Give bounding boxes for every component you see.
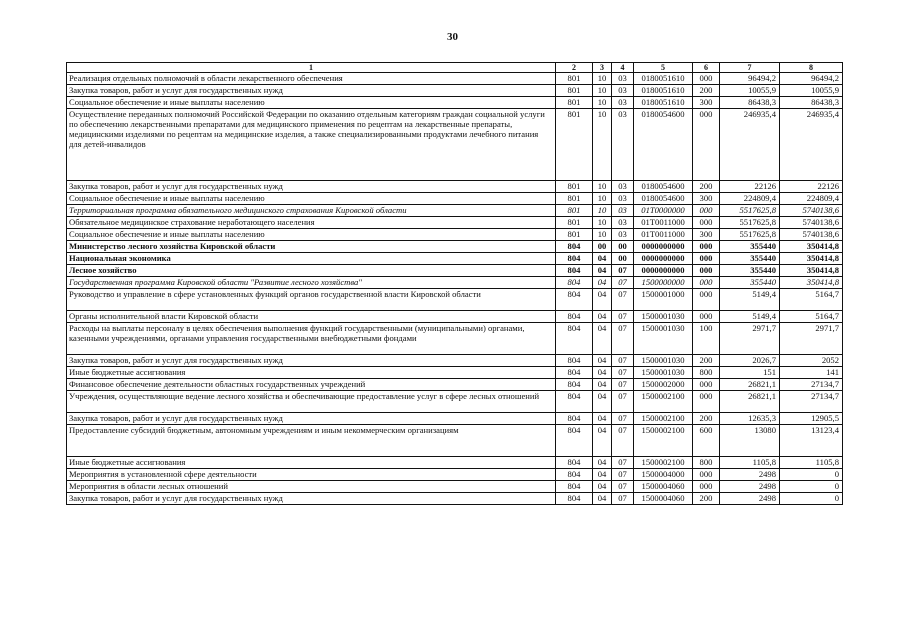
budget-table (66, 62, 843, 505)
code-expense-type: 200 (693, 85, 720, 97)
row-name: Предоставление субсидий бюджетным, автономным учреждениям и иным некоммерческим организациям (67, 425, 556, 457)
code-target: 0180051610 (634, 97, 693, 109)
code-ministry: 804 (556, 493, 593, 505)
amount-year-1: 2971,7 (720, 323, 780, 355)
code-section: 10 (593, 229, 612, 241)
code-expense-type: 000 (693, 265, 720, 277)
code-subsection: 07 (612, 425, 634, 457)
code-ministry: 804 (556, 277, 593, 289)
code-subsection: 07 (612, 493, 634, 505)
amount-year-2: 0 (780, 469, 843, 481)
amount-year-1: 355440 (720, 253, 780, 265)
header-cell: 8 (780, 63, 843, 73)
code-ministry: 804 (556, 469, 593, 481)
amount-year-1: 151 (720, 367, 780, 379)
amount-year-2: 224809,4 (780, 193, 843, 205)
code-target: 0000000000 (634, 241, 693, 253)
code-subsection: 07 (612, 469, 634, 481)
amount-year-2: 96494,2 (780, 73, 843, 85)
table-row (67, 181, 843, 193)
code-subsection: 07 (612, 323, 634, 355)
code-ministry: 801 (556, 109, 593, 181)
table-row (67, 289, 843, 311)
code-target: 0000000000 (634, 253, 693, 265)
amount-year-1: 2026,7 (720, 355, 780, 367)
code-target: 1500002000 (634, 379, 693, 391)
code-target: 0180054600 (634, 181, 693, 193)
code-ministry: 804 (556, 311, 593, 323)
code-subsection: 07 (612, 481, 634, 493)
code-target: 1500002100 (634, 457, 693, 469)
code-subsection: 07 (612, 379, 634, 391)
code-subsection: 07 (612, 265, 634, 277)
amount-year-1: 2498 (720, 481, 780, 493)
table-row (67, 229, 843, 241)
amount-year-2: 0 (780, 493, 843, 505)
code-expense-type: 300 (693, 193, 720, 205)
code-section: 10 (593, 181, 612, 193)
code-expense-type: 300 (693, 229, 720, 241)
amount-year-2: 350414,8 (780, 241, 843, 253)
code-subsection: 03 (612, 73, 634, 85)
amount-year-1: 5149,4 (720, 289, 780, 311)
table-row (67, 457, 843, 469)
code-subsection: 07 (612, 413, 634, 425)
code-ministry: 804 (556, 289, 593, 311)
header-cell: 7 (720, 63, 780, 73)
row-name: Закупка товаров, работ и услуг для государственных нужд (67, 493, 556, 505)
code-expense-type: 200 (693, 181, 720, 193)
code-expense-type: 600 (693, 425, 720, 457)
amount-year-1: 26821,1 (720, 379, 780, 391)
row-name: Реализация отдельных полномочий в области лекарственного обеспечения (67, 73, 556, 85)
amount-year-2: 5740138,6 (780, 205, 843, 217)
code-target: 1500002100 (634, 413, 693, 425)
code-ministry: 801 (556, 181, 593, 193)
amount-year-2: 27134,7 (780, 391, 843, 413)
header-row (67, 63, 843, 73)
row-name: Иные бюджетные ассигнования (67, 367, 556, 379)
row-name: Лесное хозяйство (67, 265, 556, 277)
code-section: 04 (593, 425, 612, 457)
row-name: Финансовое обеспечение деятельности областных государственных учреждений (67, 379, 556, 391)
table-row (67, 253, 843, 265)
amount-year-2: 2052 (780, 355, 843, 367)
code-target: 1500001030 (634, 355, 693, 367)
code-subsection: 03 (612, 97, 634, 109)
table-row (67, 425, 843, 457)
row-name: Министерство лесного хозяйства Кировской области (67, 241, 556, 253)
page-number: 30 (447, 31, 458, 43)
code-expense-type: 000 (693, 205, 720, 217)
code-expense-type: 000 (693, 379, 720, 391)
code-ministry: 804 (556, 391, 593, 413)
amount-year-1: 22126 (720, 181, 780, 193)
code-section: 10 (593, 97, 612, 109)
code-expense-type: 800 (693, 457, 720, 469)
amount-year-1: 5517625,8 (720, 217, 780, 229)
row-name: Органы исполнительной власти Кировской области (67, 311, 556, 323)
header-cell: 4 (612, 63, 634, 73)
code-expense-type: 000 (693, 241, 720, 253)
amount-year-2: 350414,8 (780, 277, 843, 289)
row-name: Обязательное медицинское страхование неработающего населения (67, 217, 556, 229)
row-name: Государственная программа Кировской области "Развитие лесного хозяйства" (67, 277, 556, 289)
code-target: 1500000000 (634, 277, 693, 289)
code-target: 1500004000 (634, 469, 693, 481)
code-subsection: 03 (612, 229, 634, 241)
code-target: 01T0011000 (634, 217, 693, 229)
code-subsection: 07 (612, 311, 634, 323)
code-section: 04 (593, 355, 612, 367)
amount-year-2: 141 (780, 367, 843, 379)
code-ministry: 804 (556, 413, 593, 425)
amount-year-1: 5149,4 (720, 311, 780, 323)
code-subsection: 07 (612, 391, 634, 413)
row-name: Национальная экономика (67, 253, 556, 265)
header-cell: 3 (593, 63, 612, 73)
table-row (67, 481, 843, 493)
code-expense-type: 000 (693, 289, 720, 311)
amount-year-1: 12635,3 (720, 413, 780, 425)
code-ministry: 804 (556, 253, 593, 265)
code-expense-type: 000 (693, 73, 720, 85)
code-expense-type: 000 (693, 277, 720, 289)
code-subsection: 07 (612, 355, 634, 367)
code-section: 10 (593, 85, 612, 97)
row-name: Закупка товаров, работ и услуг для государственных нужд (67, 413, 556, 425)
row-name: Закупка товаров, работ и услуг для государственных нужд (67, 181, 556, 193)
table-row (67, 355, 843, 367)
code-target: 1500002100 (634, 391, 693, 413)
table-row (67, 217, 843, 229)
code-ministry: 804 (556, 457, 593, 469)
amount-year-1: 5517625,8 (720, 229, 780, 241)
code-section: 04 (593, 469, 612, 481)
header-cell: 5 (634, 63, 693, 73)
code-section: 04 (593, 367, 612, 379)
code-section: 04 (593, 457, 612, 469)
amount-year-2: 350414,8 (780, 253, 843, 265)
code-target: 0000000000 (634, 265, 693, 277)
amount-year-1: 10055,9 (720, 85, 780, 97)
row-name: Мероприятия в области лесных отношений (67, 481, 556, 493)
table-row (67, 311, 843, 323)
code-target: 1500004060 (634, 481, 693, 493)
code-ministry: 801 (556, 217, 593, 229)
row-name: Учреждения, осуществляющие ведение лесного хозяйства и обеспечивающие предоставление услуг в сфере лесных отношений (67, 391, 556, 413)
row-name: Территориальная программа обязательного медицинского страхования Кировской области (67, 205, 556, 217)
amount-year-1: 96494,2 (720, 73, 780, 85)
table-body (67, 73, 843, 505)
row-name: Расходы на выплаты персоналу в целях обеспечения выполнения функций государственными (муниципальными) органами, казенными учреждениями, органами управления государственными внебюджетными фондами (67, 323, 556, 355)
code-ministry: 801 (556, 229, 593, 241)
code-expense-type: 000 (693, 481, 720, 493)
row-name: Закупка товаров, работ и услуг для государственных нужд (67, 85, 556, 97)
amount-year-2: 350414,8 (780, 265, 843, 277)
code-target: 0180051610 (634, 73, 693, 85)
code-expense-type: 000 (693, 311, 720, 323)
code-target: 0180051610 (634, 85, 693, 97)
code-ministry: 804 (556, 241, 593, 253)
code-expense-type: 200 (693, 355, 720, 367)
row-name: Социальное обеспечение и иные выплаты населению (67, 193, 556, 205)
code-subsection: 03 (612, 109, 634, 181)
amount-year-2: 27134,7 (780, 379, 843, 391)
amount-year-2: 13123,4 (780, 425, 843, 457)
code-section: 04 (593, 253, 612, 265)
code-section: 00 (593, 241, 612, 253)
code-expense-type: 000 (693, 469, 720, 481)
amount-year-1: 1105,8 (720, 457, 780, 469)
code-subsection: 07 (612, 457, 634, 469)
code-expense-type: 200 (693, 413, 720, 425)
amount-year-1: 355440 (720, 277, 780, 289)
row-name: Осуществление переданных полномочий Российской Федерации по оказанию отдельным категориям граждан социальной услуги по обеспечению лекарственными препаратами для медицинского применения по рецептам на лекарственные препараты, медицинскими изделиями по рецептам на медицинские изделия, а также специализированными продуктами лечебного питания для детей-инвалидов (67, 109, 556, 181)
amount-year-1: 13080 (720, 425, 780, 457)
code-subsection: 07 (612, 367, 634, 379)
table-row (67, 85, 843, 97)
table-row (67, 323, 843, 355)
row-name: Руководство и управление в сфере установленных функций органов государственной власти Кировской области (67, 289, 556, 311)
code-target: 01T0011000 (634, 229, 693, 241)
amount-year-2: 12905,5 (780, 413, 843, 425)
code-ministry: 801 (556, 73, 593, 85)
table-row (67, 367, 843, 379)
row-name: Социальное обеспечение и иные выплаты населению (67, 97, 556, 109)
code-ministry: 801 (556, 97, 593, 109)
code-target: 0180054600 (634, 193, 693, 205)
header-cell: 2 (556, 63, 593, 73)
code-section: 04 (593, 413, 612, 425)
code-section: 04 (593, 289, 612, 311)
amount-year-2: 2971,7 (780, 323, 843, 355)
code-ministry: 804 (556, 355, 593, 367)
code-target: 1500004060 (634, 493, 693, 505)
table-row (67, 97, 843, 109)
code-ministry: 801 (556, 193, 593, 205)
code-subsection: 07 (612, 289, 634, 311)
amount-year-2: 5740138,6 (780, 229, 843, 241)
code-section: 10 (593, 217, 612, 229)
code-subsection: 07 (612, 277, 634, 289)
code-section: 04 (593, 277, 612, 289)
code-target: 1500001030 (634, 311, 693, 323)
code-section: 04 (593, 265, 612, 277)
amount-year-1: 355440 (720, 265, 780, 277)
amount-year-2: 5164,7 (780, 289, 843, 311)
code-target: 01T0000000 (634, 205, 693, 217)
code-subsection: 03 (612, 85, 634, 97)
amount-year-1: 5517625,8 (720, 205, 780, 217)
code-target: 1500001000 (634, 289, 693, 311)
amount-year-2: 1105,8 (780, 457, 843, 469)
code-subsection: 03 (612, 217, 634, 229)
code-expense-type: 000 (693, 217, 720, 229)
code-target: 1500001030 (634, 367, 693, 379)
table-row (67, 205, 843, 217)
code-section: 04 (593, 323, 612, 355)
amount-year-2: 10055,9 (780, 85, 843, 97)
code-expense-type: 300 (693, 97, 720, 109)
code-section: 04 (593, 379, 612, 391)
code-expense-type: 100 (693, 323, 720, 355)
code-section: 10 (593, 205, 612, 217)
table-row (67, 277, 843, 289)
table-row (67, 73, 843, 85)
code-target: 1500002100 (634, 425, 693, 457)
code-section: 10 (593, 73, 612, 85)
amount-year-2: 246935,4 (780, 109, 843, 181)
table-row (67, 109, 843, 181)
table-row (67, 391, 843, 413)
table-row (67, 241, 843, 253)
code-target: 1500001030 (634, 323, 693, 355)
code-ministry: 801 (556, 205, 593, 217)
amount-year-2: 5164,7 (780, 311, 843, 323)
code-ministry: 801 (556, 85, 593, 97)
code-section: 04 (593, 391, 612, 413)
code-section: 10 (593, 193, 612, 205)
row-name: Социальное обеспечение и иные выплаты населению (67, 229, 556, 241)
code-expense-type: 000 (693, 391, 720, 413)
code-section: 04 (593, 481, 612, 493)
amount-year-2: 86438,3 (780, 97, 843, 109)
amount-year-1: 224809,4 (720, 193, 780, 205)
amount-year-2: 5740138,6 (780, 217, 843, 229)
code-subsection: 00 (612, 241, 634, 253)
table-row (67, 493, 843, 505)
code-ministry: 804 (556, 379, 593, 391)
code-section: 04 (593, 311, 612, 323)
code-subsection: 03 (612, 193, 634, 205)
amount-year-1: 86438,3 (720, 97, 780, 109)
amount-year-1: 2498 (720, 493, 780, 505)
code-section: 10 (593, 109, 612, 181)
amount-year-1: 26821,1 (720, 391, 780, 413)
row-name: Закупка товаров, работ и услуг для государственных нужд (67, 355, 556, 367)
header-cell: 6 (693, 63, 720, 73)
code-ministry: 804 (556, 265, 593, 277)
amount-year-1: 355440 (720, 241, 780, 253)
code-expense-type: 200 (693, 493, 720, 505)
header-cell: 1 (67, 63, 556, 73)
code-ministry: 804 (556, 425, 593, 457)
row-name: Иные бюджетные ассигнования (67, 457, 556, 469)
code-expense-type: 000 (693, 253, 720, 265)
code-ministry: 804 (556, 481, 593, 493)
code-subsection: 03 (612, 181, 634, 193)
amount-year-1: 246935,4 (720, 109, 780, 181)
table-row (67, 379, 843, 391)
code-ministry: 804 (556, 367, 593, 379)
code-subsection: 00 (612, 253, 634, 265)
code-expense-type: 800 (693, 367, 720, 379)
table-row (67, 469, 843, 481)
amount-year-1: 2498 (720, 469, 780, 481)
code-section: 04 (593, 493, 612, 505)
amount-year-2: 22126 (780, 181, 843, 193)
table-row (67, 265, 843, 277)
code-subsection: 03 (612, 205, 634, 217)
amount-year-2: 0 (780, 481, 843, 493)
code-target: 0180054600 (634, 109, 693, 181)
row-name: Мероприятия в установленной сфере деятельности (67, 469, 556, 481)
code-expense-type: 000 (693, 109, 720, 181)
code-ministry: 804 (556, 323, 593, 355)
table-row (67, 413, 843, 425)
table-row (67, 193, 843, 205)
